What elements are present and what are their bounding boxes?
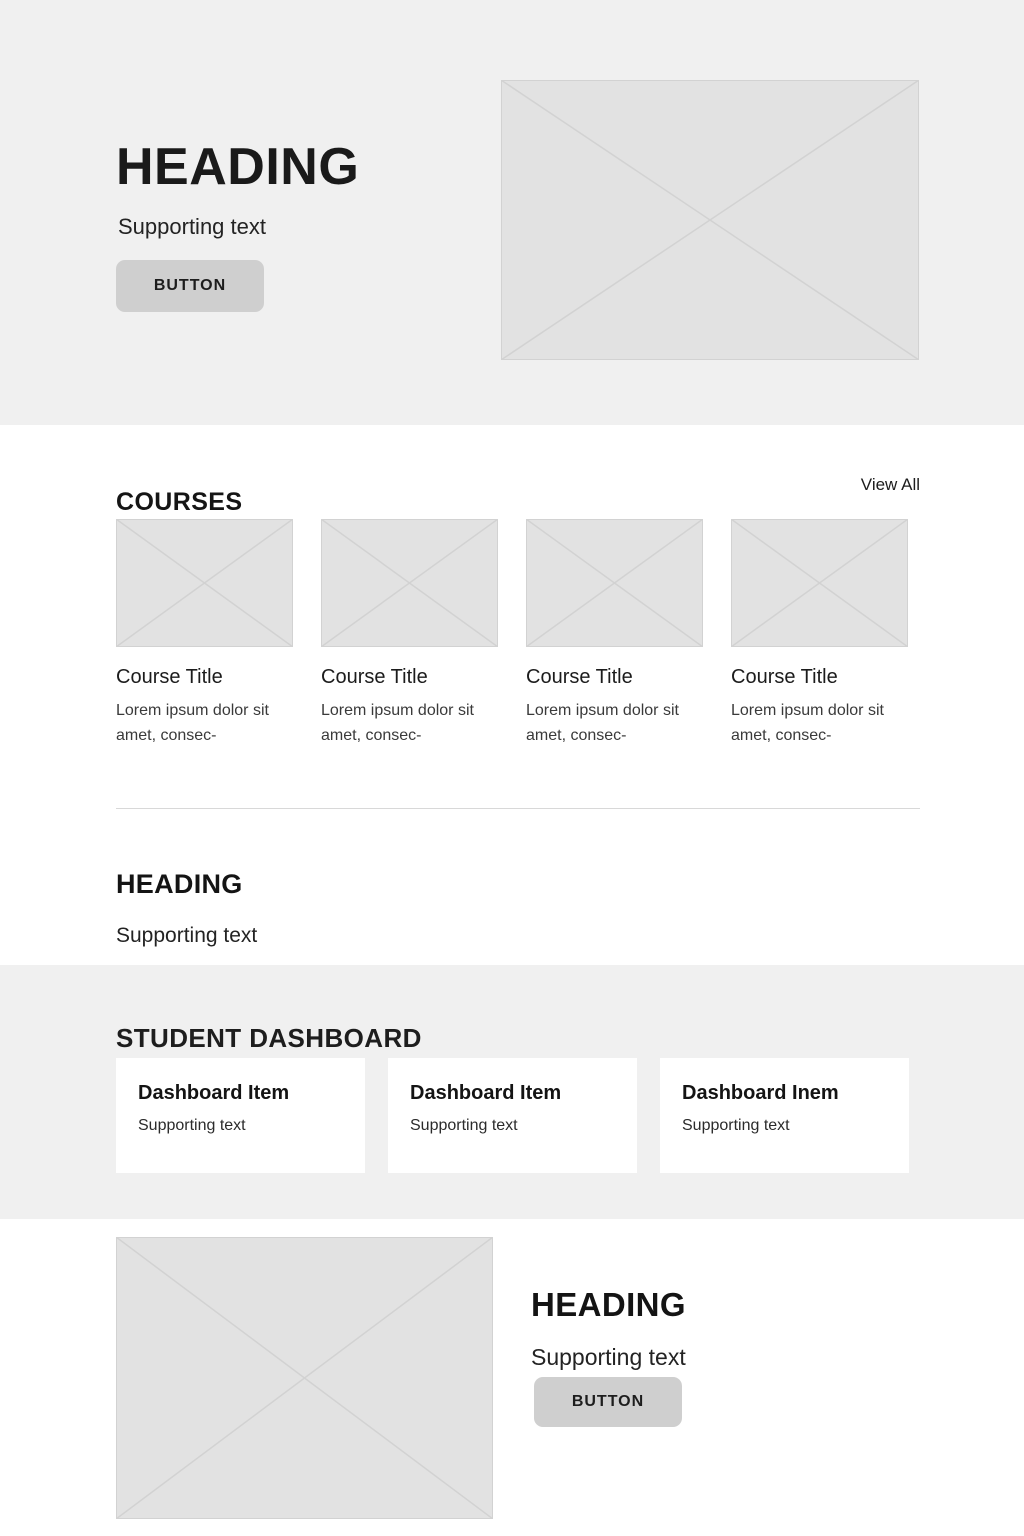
dashboard-card-grid	[116, 1058, 909, 1173]
course-thumbnail-placeholder	[731, 519, 908, 647]
dashboard-card-title: Dashboard Item	[138, 1082, 290, 1104]
image-placeholder-cross-icon	[321, 519, 498, 647]
feature-heading: HEADING	[531, 1286, 686, 1324]
courses-section	[0, 425, 1024, 965]
course-grid	[116, 519, 920, 749]
dashboard-card-supporting-text: Supporting text	[682, 1117, 790, 1134]
course-thumbnail-placeholder	[321, 519, 498, 647]
dashboard-card-title: Dashboard Item	[410, 1082, 562, 1104]
course-card[interactable]	[526, 519, 703, 749]
course-title: Course Title	[526, 666, 633, 688]
course-description: Lorem ipsum dolor sit amet, consec-	[526, 702, 679, 744]
courses-sub-supporting-text: Supporting text	[116, 924, 258, 947]
dashboard-card[interactable]	[660, 1058, 909, 1173]
courses-sub-heading: HEADING	[116, 869, 243, 900]
course-description: Lorem ipsum dolor sit amet, consec-	[321, 702, 474, 744]
feature-supporting-text: Supporting text	[531, 1344, 686, 1370]
course-thumbnail-placeholder	[116, 519, 293, 647]
course-description: Lorem ipsum dolor sit amet, consec-	[731, 702, 884, 744]
image-placeholder-cross-icon	[731, 519, 908, 647]
course-card[interactable]	[116, 519, 293, 749]
dashboard-card[interactable]	[116, 1058, 365, 1173]
student-dashboard-section	[0, 965, 1024, 1219]
dashboard-card-supporting-text: Supporting text	[138, 1117, 246, 1134]
image-placeholder-cross-icon	[116, 519, 293, 647]
feature-cta-button[interactable]: BUTTON	[534, 1377, 682, 1427]
image-placeholder-cross-icon	[501, 80, 919, 360]
page-title: HEADING	[116, 137, 360, 196]
dashboard-section-title: STUDENT DASHBOARD	[116, 1022, 422, 1053]
course-card[interactable]	[731, 519, 908, 749]
dashboard-card-supporting-text: Supporting text	[410, 1117, 518, 1134]
image-placeholder-cross-icon	[526, 519, 703, 647]
course-card[interactable]	[321, 519, 498, 749]
feature-image-placeholder	[116, 1237, 493, 1519]
course-title: Course Title	[731, 666, 838, 688]
courses-section-title: COURSES	[116, 487, 243, 516]
hero-cta-button[interactable]: BUTTON	[116, 260, 264, 312]
feature-section	[0, 1219, 1024, 1536]
dashboard-card-title: Dashboard Inem	[682, 1082, 839, 1104]
hero-supporting-text: Supporting text	[118, 214, 266, 239]
view-all-link[interactable]: View All	[860, 475, 920, 494]
image-placeholder-cross-icon	[116, 1237, 493, 1519]
dashboard-card[interactable]	[388, 1058, 637, 1173]
hero-section	[0, 0, 1024, 425]
course-description: Lorem ipsum dolor sit amet, consec-	[116, 702, 269, 744]
section-divider	[116, 808, 920, 809]
course-title: Course Title	[321, 666, 428, 688]
course-title: Course Title	[116, 666, 223, 688]
hero-image-placeholder	[501, 80, 919, 360]
course-thumbnail-placeholder	[526, 519, 703, 647]
